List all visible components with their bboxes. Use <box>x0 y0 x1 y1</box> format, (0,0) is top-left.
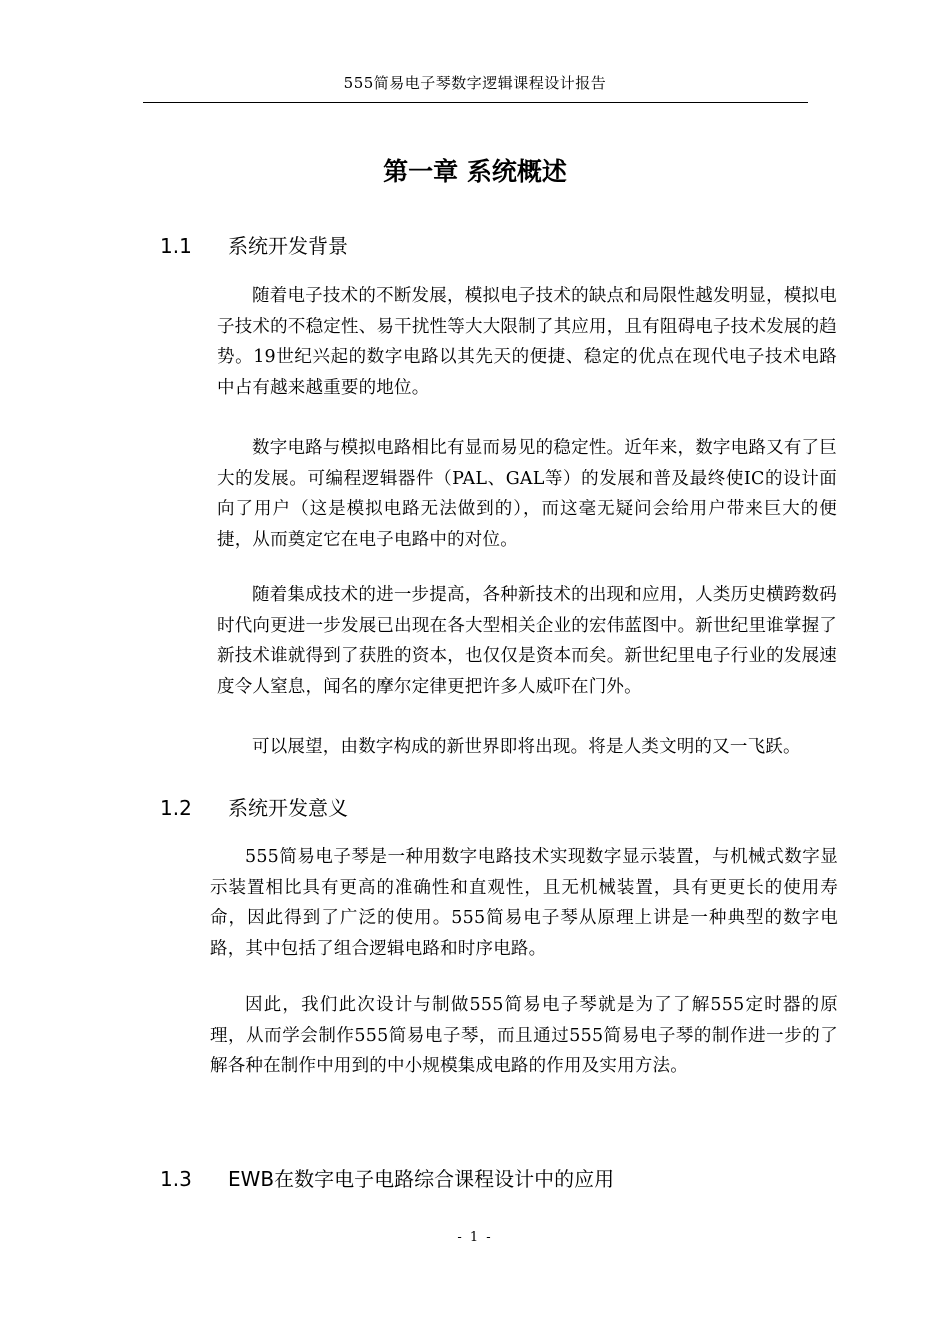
paragraph: 数字电路与模拟电路相比有显而易见的稳定性。近年来，数字电路又有了巨大的发展。可编程逻辑器件（PAL、GAL等）的发展和普及最终使IC的设计面向了用户（这是模拟电路无法做到的），而这毫无疑问会给用户带来巨大的便捷，从而奠定它在电子电路中的对位。 <box>217 438 837 550</box>
section-number: 1.2 <box>160 796 192 820</box>
section-number: 1.3 <box>160 1167 192 1191</box>
section-title: 系统开发意义 <box>228 796 348 820</box>
section-heading-1-1 <box>160 230 348 259</box>
section-heading-1-2 <box>160 792 348 821</box>
section-title: 系统开发背景 <box>228 234 348 258</box>
paragraph: 因此，我们此次设计与制做555简易电子琴就是为了了解555定时器的原理，从而学会制作555简易电子琴，而且通过555简易电子琴的制作进一步的了解各种在制作中用到的中小规模集成电路的作用及实用方法。 <box>210 995 838 1076</box>
page-number: - 1 - <box>457 1230 493 1245</box>
running-header: 555简易电子琴数字逻辑课程设计报告 <box>343 74 607 92</box>
chapter-title: 第一章 系统概述 <box>383 157 567 186</box>
paragraph: 随着电子技术的不断发展，模拟电子技术的缺点和局限性越发明显，模拟电子技术的不稳定性、易干扰性等大大限制了其应用，且有阻碍电子技术发展的趋势。19世纪兴起的数字电路以其先天的便捷、稳定的优点在现代电子技术电路中占有越来越重要的地位。 <box>217 286 837 398</box>
section-heading-1-3 <box>160 1163 614 1192</box>
paragraph: 555简易电子琴是一种用数字电路技术实现数字显示装置，与机械式数字显示装置相比具有更高的准确性和直观性，且无机械装置，具有更更长的使用寿命，因此得到了广泛的使用。555简易电子琴从原理上讲是一种典型的数字电路，其中包括了组合逻辑电路和时序电路。 <box>210 847 838 959</box>
section-number: 1.1 <box>160 234 192 258</box>
header-divider <box>143 102 808 103</box>
paragraph: 随着集成技术的进一步提高，各种新技术的出现和应用，人类历史横跨数码时代向更进一步发展已出现在各大型相关企业的宏伟蓝图中。新世纪里谁掌握了新技术谁就得到了获胜的资本，也仅仅是资本而矣。新世纪里电子行业的发展速度令人窒息，闻名的摩尔定律更把许多人威吓在门外。 <box>217 585 837 697</box>
section-title: EWB在数字电子电路综合课程设计中的应用 <box>228 1167 615 1191</box>
paragraph: 可以展望，由数字构成的新世界即将出现。将是人类文明的又一飞跃。 <box>252 737 801 757</box>
